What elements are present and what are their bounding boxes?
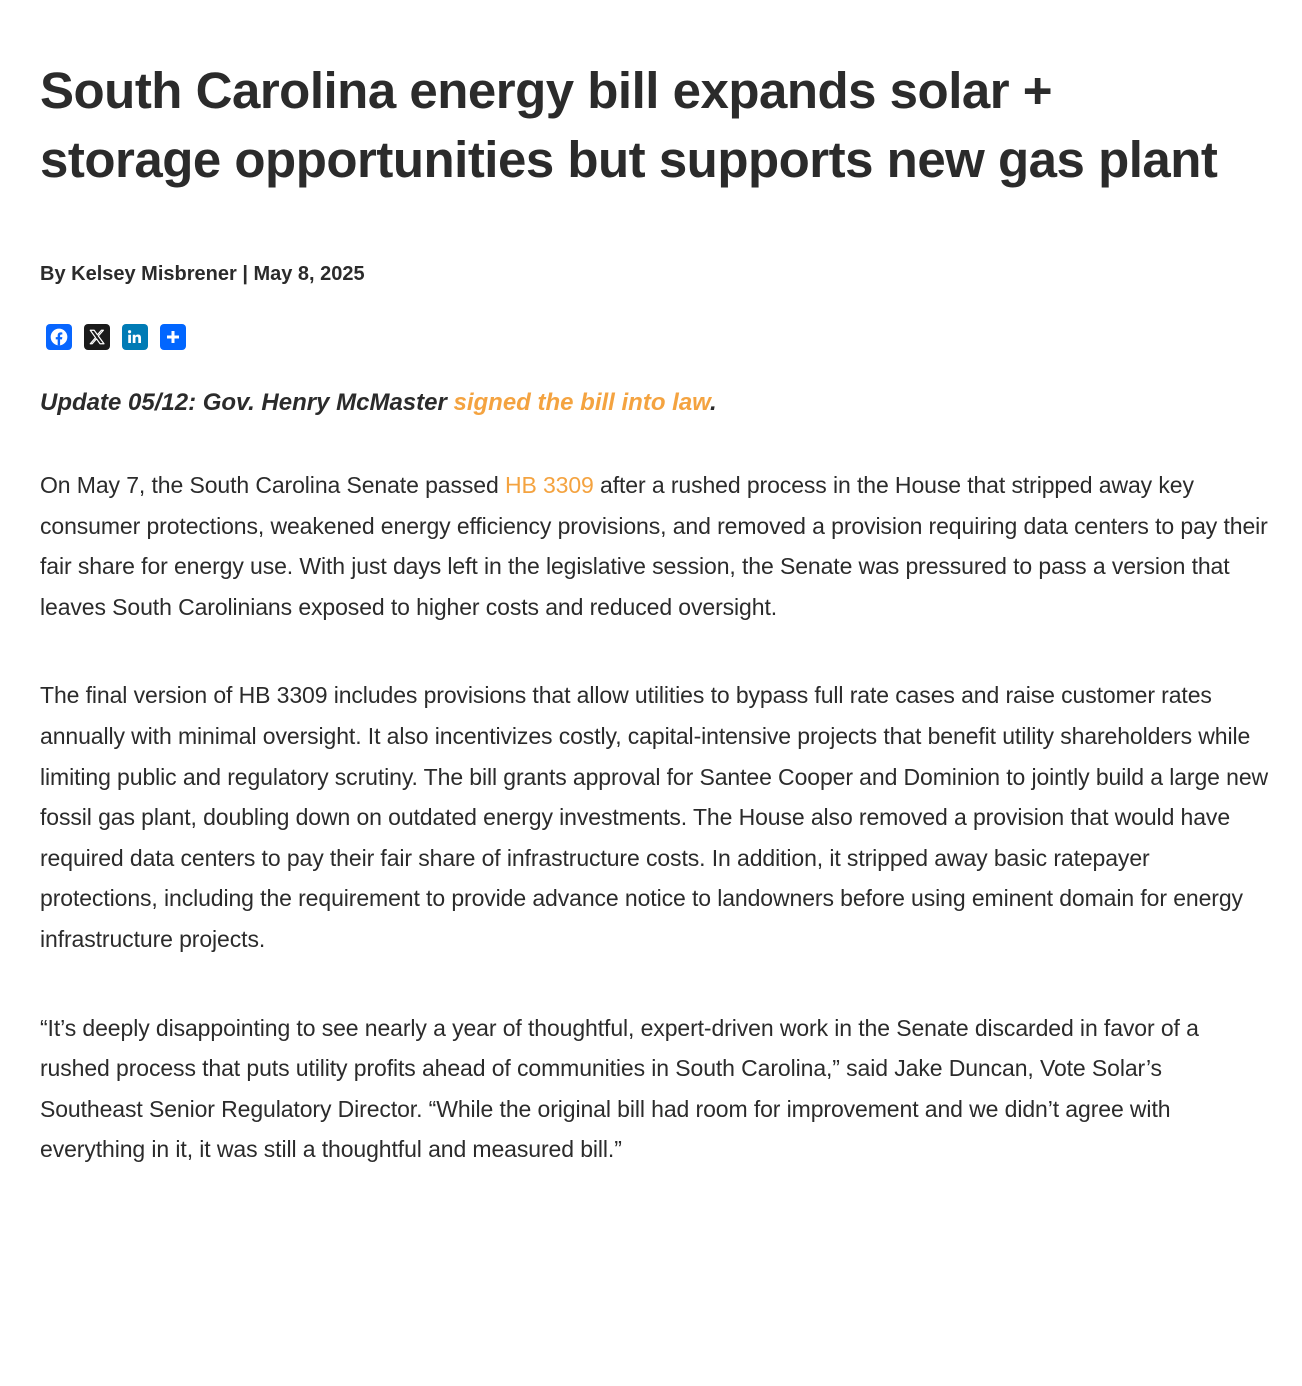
article-title: South Carolina energy bill expands solar + storage opportunities but supports new gas plant xyxy=(40,62,1218,188)
paragraph-1-text-start: On May 7, the South Carolina Senate passed xyxy=(40,472,505,498)
signed-into-law-link[interactable]: signed the bill into law xyxy=(453,389,710,416)
update-notice xyxy=(40,388,1270,418)
byline: By Kelsey Misbrener | May 8, 2025 xyxy=(40,263,365,285)
plus-icon xyxy=(165,329,181,345)
update-suffix: . xyxy=(709,389,717,416)
share-x-button[interactable] xyxy=(84,324,110,350)
share-more-button[interactable] xyxy=(160,324,186,350)
paragraph-1-text-end: after a rushed process in the House that stripped away key consumer protections, weakened energy efficiency provisions, and removed a provision requiring data centers to pay their fair share for energy use. With just days left in the legislative session, the Senate was pressured to pass a version that leaves South Carolinians exposed to higher costs and reduced oversight. xyxy=(40,472,1268,620)
facebook-icon xyxy=(49,327,69,347)
share-buttons xyxy=(40,324,1270,350)
share-linkedin-button[interactable] xyxy=(122,324,148,350)
paragraph-2: The final version of HB 3309 includes provisions that allow utilities to bypass full rate cases and raise customer rates annually with minimal oversight. It also incentivizes costly, capital-intensive projects that benefit utility shareholders while limiting public and regulatory scrutiny. The bill grants approval for Santee Cooper and Dominion to jointly build a large new fossil gas plant, doubling down on outdated energy investments. The House also removed a provision that would have required data centers to pay their fair share of infrastructure costs. In addition, it stripped away basic ratepayer protections, including the requirement to provide advance notice to landowners before using eminent domain for energy infrastructure projects. xyxy=(40,682,1269,952)
paragraph-1 xyxy=(40,465,1270,627)
linkedin-icon xyxy=(126,328,144,346)
update-text: Update 05/12: Gov. Henry McMaster xyxy=(40,389,454,416)
hb-3309-link[interactable]: HB 3309 xyxy=(504,472,594,498)
quote-paragraph: “It’s deeply disappointing to see nearly a year of thoughtful, expert-driven work in the Senate discarded in favor of a rushed process that puts utility profits ahead of communities in South Carolina,” said Jake Duncan, Vote Solar’s Southeast Senior Regulatory Director. “While the original bill had room for improvement and we didn’t agree with everything in it, it was still a thoughtful and measured bill.” xyxy=(40,1014,1199,1163)
x-icon xyxy=(88,328,106,346)
share-facebook-button[interactable] xyxy=(46,324,72,350)
